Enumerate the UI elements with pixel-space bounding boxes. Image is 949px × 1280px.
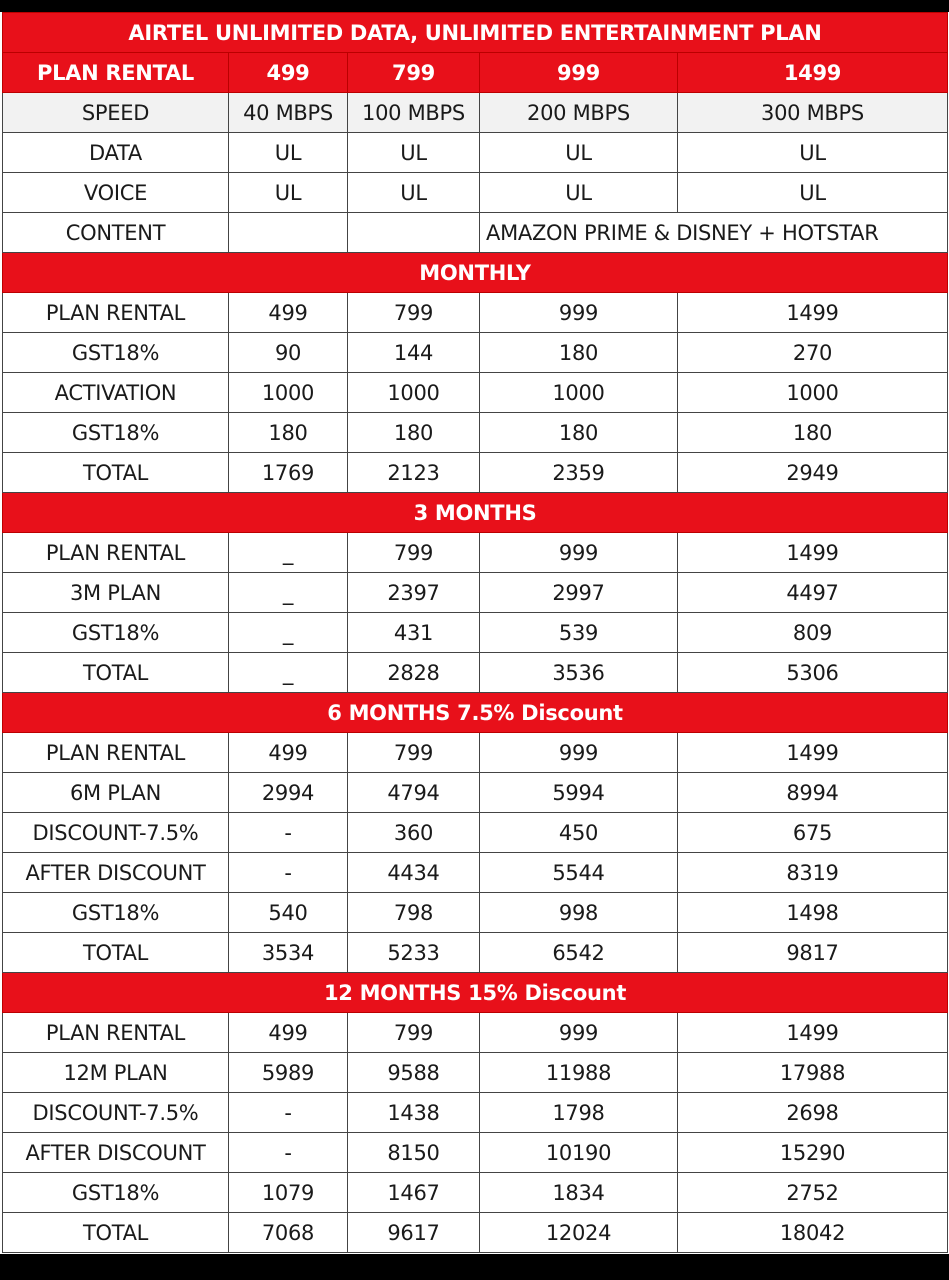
cell: 6542 bbox=[480, 933, 678, 973]
section-title: 12 MONTHS 15% Discount bbox=[3, 973, 948, 1013]
cell: 90 bbox=[229, 333, 348, 373]
table-row bbox=[3, 1173, 948, 1213]
cell: 809 bbox=[678, 613, 948, 653]
cell: 1499 bbox=[678, 1013, 948, 1053]
cell: 1079 bbox=[229, 1173, 348, 1213]
row-label: AFTER DISCOUNT bbox=[3, 853, 229, 893]
cell: 2828 bbox=[348, 653, 480, 693]
cell: 5994 bbox=[480, 773, 678, 813]
cell bbox=[229, 213, 348, 253]
cell: 12024 bbox=[480, 1213, 678, 1253]
plan-sheet bbox=[0, 12, 949, 1254]
table-row bbox=[3, 453, 948, 493]
section-header-row bbox=[3, 693, 948, 733]
table-title: AIRTEL UNLIMITED DATA, UNLIMITED ENTERTAINMENT PLAN bbox=[3, 13, 948, 53]
content-row bbox=[3, 213, 948, 253]
cell: 1000 bbox=[480, 373, 678, 413]
cell: - bbox=[229, 853, 348, 893]
table-row bbox=[3, 653, 948, 693]
cell: 40 MBPS bbox=[229, 93, 348, 133]
cell: 7068 bbox=[229, 1213, 348, 1253]
row-label: 12M PLAN bbox=[3, 1053, 229, 1093]
cell: 2359 bbox=[480, 453, 678, 493]
plan-table bbox=[2, 12, 948, 1253]
cell: _ bbox=[229, 653, 348, 693]
table-row bbox=[3, 533, 948, 573]
cell: 799 bbox=[348, 1013, 480, 1053]
cell: 499 bbox=[229, 53, 348, 93]
cell: 9817 bbox=[678, 933, 948, 973]
table-row bbox=[3, 893, 948, 933]
table-row bbox=[3, 733, 948, 773]
cell: _ bbox=[229, 573, 348, 613]
row-label: 3M PLAN bbox=[3, 573, 229, 613]
cell: 300 MBPS bbox=[678, 93, 948, 133]
cell: 180 bbox=[678, 413, 948, 453]
cell: 998 bbox=[480, 893, 678, 933]
row-label: GST18% bbox=[3, 613, 229, 653]
row-label: AFTER DISCOUNT bbox=[3, 1133, 229, 1173]
table-row bbox=[3, 613, 948, 653]
cell: 4794 bbox=[348, 773, 480, 813]
row-label: PLAN RENTAL bbox=[3, 53, 229, 93]
cell: UL bbox=[480, 133, 678, 173]
row-label: DATA bbox=[3, 133, 229, 173]
row-label: DISCOUNT-7.5% bbox=[3, 1093, 229, 1133]
row-label: PLAN RENTAL bbox=[3, 293, 229, 333]
cell: 270 bbox=[678, 333, 948, 373]
cell: 2397 bbox=[348, 573, 480, 613]
table-row bbox=[3, 773, 948, 813]
cell: 540 bbox=[229, 893, 348, 933]
row-label: GST18% bbox=[3, 333, 229, 373]
table-row bbox=[3, 1133, 948, 1173]
table-row bbox=[3, 1053, 948, 1093]
row-label: 6M PLAN bbox=[3, 773, 229, 813]
cell: 798 bbox=[348, 893, 480, 933]
row-label: TOTAL bbox=[3, 653, 229, 693]
cell: - bbox=[229, 1093, 348, 1133]
cell: 180 bbox=[348, 413, 480, 453]
cell: - bbox=[229, 813, 348, 853]
row-label: TOTAL bbox=[3, 453, 229, 493]
cell: 431 bbox=[348, 613, 480, 653]
cell: 1499 bbox=[678, 53, 948, 93]
cell: _ bbox=[229, 533, 348, 573]
cell: 9588 bbox=[348, 1053, 480, 1093]
cell: 799 bbox=[348, 733, 480, 773]
cell: UL bbox=[229, 173, 348, 213]
cell: 1834 bbox=[480, 1173, 678, 1213]
plan-rental-header-row bbox=[3, 53, 948, 93]
cell: 15290 bbox=[678, 1133, 948, 1173]
table-row bbox=[3, 293, 948, 333]
section-title: 3 MONTHS bbox=[3, 493, 948, 533]
cell: 1000 bbox=[348, 373, 480, 413]
cell: 999 bbox=[480, 53, 678, 93]
cell: 5989 bbox=[229, 1053, 348, 1093]
cell: 5306 bbox=[678, 653, 948, 693]
cell: 999 bbox=[480, 293, 678, 333]
table-row bbox=[3, 933, 948, 973]
cell: 799 bbox=[348, 53, 480, 93]
table-row bbox=[3, 573, 948, 613]
cell: 499 bbox=[229, 1013, 348, 1053]
cell: UL bbox=[348, 173, 480, 213]
section-header-row bbox=[3, 253, 948, 293]
cell: 180 bbox=[480, 333, 678, 373]
table-row bbox=[3, 413, 948, 453]
cell: UL bbox=[678, 173, 948, 213]
cell: 499 bbox=[229, 733, 348, 773]
cell: 799 bbox=[348, 293, 480, 333]
data-row bbox=[3, 133, 948, 173]
row-label: VOICE bbox=[3, 173, 229, 213]
cell: 1499 bbox=[678, 293, 948, 333]
section-title: 6 MONTHS 7.5% Discount bbox=[3, 693, 948, 733]
cell: _ bbox=[229, 613, 348, 653]
cell: 2997 bbox=[480, 573, 678, 613]
cell bbox=[348, 213, 480, 253]
table-row bbox=[3, 853, 948, 893]
cell: 180 bbox=[480, 413, 678, 453]
cell: 8319 bbox=[678, 853, 948, 893]
cell: UL bbox=[678, 133, 948, 173]
speed-row bbox=[3, 93, 948, 133]
section-header-row bbox=[3, 493, 948, 533]
cell: 3536 bbox=[480, 653, 678, 693]
row-label: TOTAL bbox=[3, 933, 229, 973]
cell: 2698 bbox=[678, 1093, 948, 1133]
table-row bbox=[3, 813, 948, 853]
cell: 2123 bbox=[348, 453, 480, 493]
cell: 4497 bbox=[678, 573, 948, 613]
cell: 799 bbox=[348, 533, 480, 573]
row-label: ACTIVATION bbox=[3, 373, 229, 413]
cell: 8994 bbox=[678, 773, 948, 813]
cell: 1467 bbox=[348, 1173, 480, 1213]
cell: 5544 bbox=[480, 853, 678, 893]
cell: 180 bbox=[229, 413, 348, 453]
cell: 1499 bbox=[678, 533, 948, 573]
cell: UL bbox=[348, 133, 480, 173]
cell: 539 bbox=[480, 613, 678, 653]
cell: 1798 bbox=[480, 1093, 678, 1133]
section-title: MONTHLY bbox=[3, 253, 948, 293]
row-label: PLAN RENTAL bbox=[3, 1013, 229, 1053]
cell: 499 bbox=[229, 293, 348, 333]
row-label: DISCOUNT-7.5% bbox=[3, 813, 229, 853]
cell: 9617 bbox=[348, 1213, 480, 1253]
cell: 11988 bbox=[480, 1053, 678, 1093]
table-row bbox=[3, 373, 948, 413]
row-label: GST18% bbox=[3, 1173, 229, 1213]
cell: 144 bbox=[348, 333, 480, 373]
table-row bbox=[3, 1013, 948, 1053]
cell: 1438 bbox=[348, 1093, 480, 1133]
cell: 17988 bbox=[678, 1053, 948, 1093]
cell: 3534 bbox=[229, 933, 348, 973]
voice-row bbox=[3, 173, 948, 213]
cell: 2949 bbox=[678, 453, 948, 493]
cell: 4434 bbox=[348, 853, 480, 893]
cell: 5233 bbox=[348, 933, 480, 973]
cell: 18042 bbox=[678, 1213, 948, 1253]
table-row bbox=[3, 333, 948, 373]
cell: 1498 bbox=[678, 893, 948, 933]
cell: 200 MBPS bbox=[480, 93, 678, 133]
title-row bbox=[3, 13, 948, 53]
cell: 999 bbox=[480, 1013, 678, 1053]
cell: - bbox=[229, 1133, 348, 1173]
row-label: GST18% bbox=[3, 893, 229, 933]
cell: 10190 bbox=[480, 1133, 678, 1173]
cell: 2752 bbox=[678, 1173, 948, 1213]
cell: 8150 bbox=[348, 1133, 480, 1173]
cell: 675 bbox=[678, 813, 948, 853]
cell: UL bbox=[480, 173, 678, 213]
row-label: GST18% bbox=[3, 413, 229, 453]
row-label: PLAN RENTAL bbox=[3, 533, 229, 573]
cell: 999 bbox=[480, 733, 678, 773]
cell: 360 bbox=[348, 813, 480, 853]
cell: 999 bbox=[480, 533, 678, 573]
cell: 1000 bbox=[678, 373, 948, 413]
cell: 450 bbox=[480, 813, 678, 853]
cell: 100 MBPS bbox=[348, 93, 480, 133]
row-label: PLAN RENTAL bbox=[3, 733, 229, 773]
row-label: SPEED bbox=[3, 93, 229, 133]
cell: 1000 bbox=[229, 373, 348, 413]
cell: 2994 bbox=[229, 773, 348, 813]
cell: UL bbox=[229, 133, 348, 173]
row-label: CONTENT bbox=[3, 213, 229, 253]
section-header-row bbox=[3, 973, 948, 1013]
cell: 1499 bbox=[678, 733, 948, 773]
cell: 1769 bbox=[229, 453, 348, 493]
table-row bbox=[3, 1093, 948, 1133]
content-cell: AMAZON PRIME & DISNEY + HOTSTAR bbox=[480, 213, 948, 253]
row-label: TOTAL bbox=[3, 1213, 229, 1253]
table-row bbox=[3, 1213, 948, 1253]
